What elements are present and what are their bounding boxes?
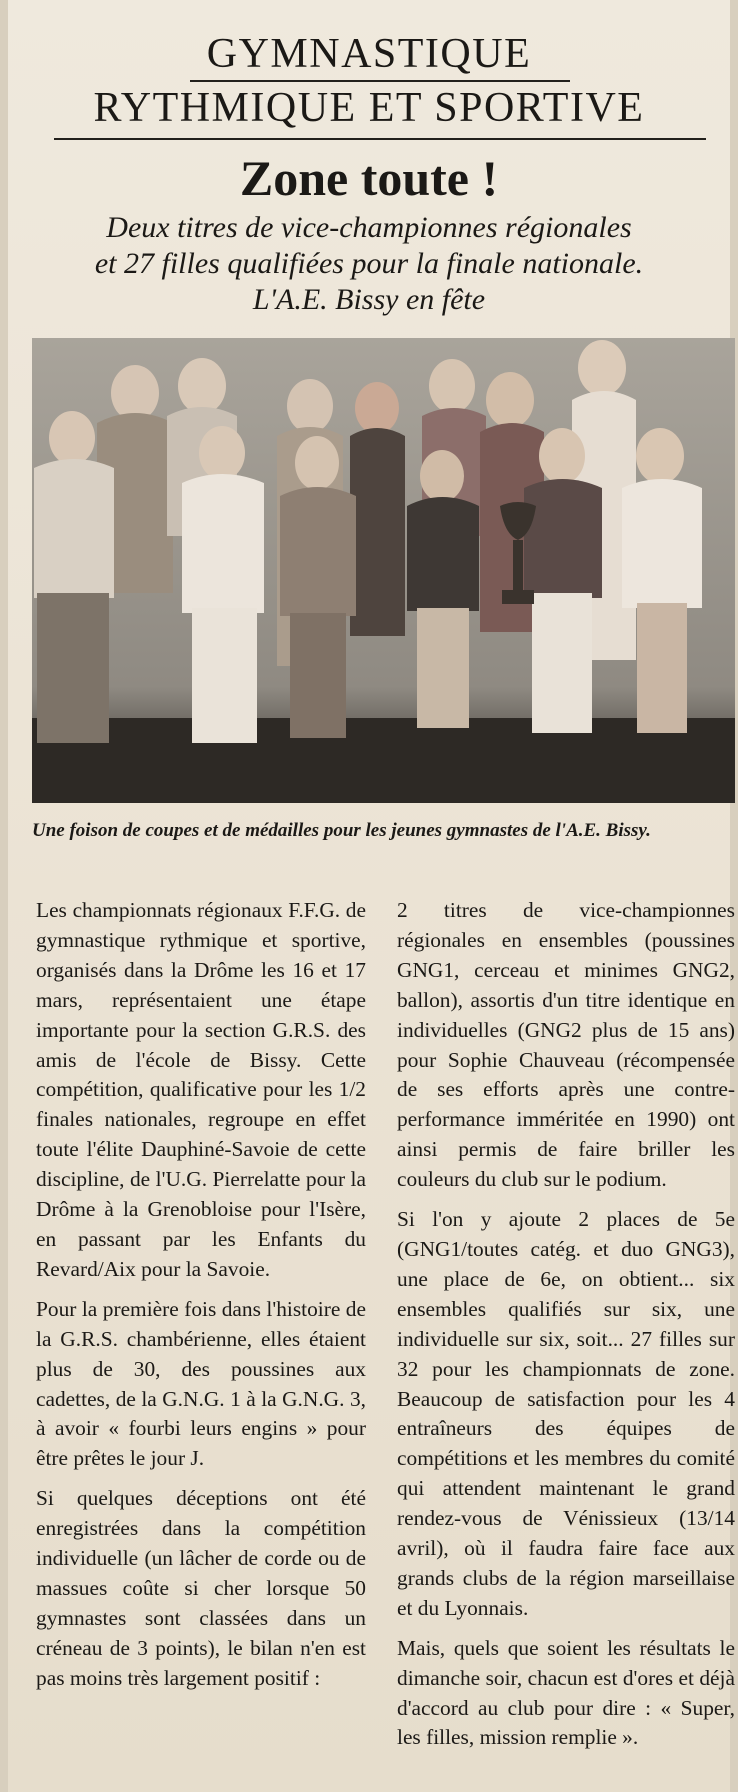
article-paragraph: Mais, quels que soient les résultats le dimanche soir, chacun est d'ores et déjà d'accord au club pour dire : « Super, les filles, mission remplie ». <box>397 1635 735 1750</box>
article-paragraph: Si l'on y ajoute 2 places de 5e (GNG1/toutes catég. et duo GNG3), une place de 6e, on obtient... six ensembles qualifiés sur six, une individuelle sur six, soit... 27 filles sur 32 pour les championnats de zone. Beaucoup de satisfaction pour les 4 entraîneurs des équipes de compétitions et les membres du comité qui attendent maintenant le grand rendez-vous de Vénissieux (13/14 avril), où il faudra faire face aux grands clubs de la région marseillaise et du Lyonnais. <box>397 1207 735 1620</box>
article-paragraph: Pour la première fois dans l'histoire de la G.R.S. chambérienne, elles étaient plus de 30, des poussines aux cadettes, de la G.N.G. 1 à la G.N.G. 3, à avoir « fourbi leurs engins » pour être prêtes le jour J. <box>36 1296 366 1471</box>
photo-caption: Une foison de coupes et de médailles pour les jeunes gymnastes de l'A.E. Bissy. <box>32 820 651 841</box>
subheadline-line: Deux titres de vice-championnes régionales <box>106 211 632 244</box>
section-title-line2: RYTHMIQUE ET SPORTIVE <box>93 85 645 131</box>
team-photo-illustration <box>32 338 735 803</box>
article-paragraph: Si quelques déceptions ont été enregistrées dans la compétition individuelle (un lâcher de corde ou de massues coûte si cher lorsque 50 gymnastes sont classées dans un créneau de 3 points), le bilan n'en est pas moins très largement positif : <box>36 1486 366 1690</box>
subheadline <box>30 210 708 318</box>
title-underline <box>54 138 706 140</box>
section-title-line1: GYMNASTIQUE <box>206 31 532 77</box>
team-photo <box>32 338 735 803</box>
article-paragraph: Les championnats régionaux F.F.G. de gymnastique rythmique et sportive, organisés dans la Drôme les 16 et 17 mars, représentaient une étape importante pour la section G.R.S. des amis de l'école de Bissy. Cette compétition, qualificative pour les 1/2 finales nationales, regroupe en effet toute l'élite Dauphiné-Savoie de cette discipline, de l'U.G. Pierrelatte pour la Drôme à la Grenobloise pour l'Isère, en passant par les Enfants du Revard/Aix pour la Savoie. <box>36 898 366 1281</box>
article-column-left <box>36 896 366 1704</box>
article-paragraph: 2 titres de vice-championnes régionales en ensembles (poussines GNG1, cerceau et minimes GNG2, ballon), assortis d'un titre identique en individuelles (GNG2 plus de 15 ans) pour Sophie Chauveau (récompensée de ses efforts après une contre-performance imméritée en 1990) ont ainsi permis de faire briller les couleurs du club sur le podium. <box>397 898 735 1192</box>
title-divider <box>190 80 570 82</box>
article-column-right <box>397 896 735 1763</box>
page-edge-left <box>0 0 8 1792</box>
subheadline-line: L'A.E. Bissy en fête <box>252 283 486 316</box>
headline: Zone toute ! <box>239 150 499 206</box>
subheadline-line: et 27 filles qualifiées pour la finale nationale. <box>94 247 644 280</box>
